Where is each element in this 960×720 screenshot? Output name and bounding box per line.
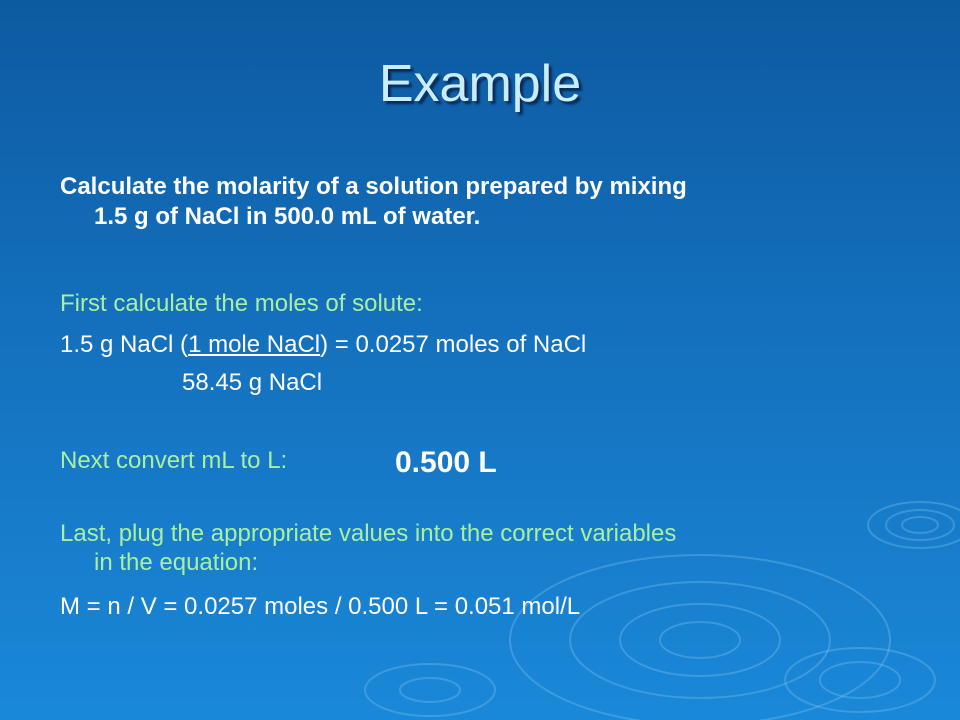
step1-calculation xyxy=(60,330,586,360)
step3-text xyxy=(60,519,920,577)
molarity-equation: M = n / V = 0.0257 moles / 0.500 L = 0.051 mol/L xyxy=(60,593,581,620)
conversion-denominator: 58.45 g NaCl xyxy=(182,369,323,396)
step2-heading: Next convert mL to L: xyxy=(60,447,288,474)
problem-statement xyxy=(60,172,920,232)
problem-line-2: 1.5 g of NaCl in 500.0 mL of water. xyxy=(94,203,481,230)
calc-suffix: ) = 0.0257 moles of NaCl xyxy=(320,331,587,358)
step3-line-2: in the equation: xyxy=(94,549,259,576)
conversion-numerator: 1 mole NaCl xyxy=(188,331,321,358)
step3-line-1: Last, plug the appropriate values into the correct variables xyxy=(60,520,677,547)
slide-title: Example xyxy=(378,55,582,113)
volume-answer: 0.500 L xyxy=(395,446,497,479)
step1-heading: First calculate the moles of solute: xyxy=(60,290,423,317)
calc-prefix: 1.5 g NaCl ( xyxy=(60,331,189,358)
problem-line-1: Calculate the molarity of a solution prepared by mixing xyxy=(60,173,687,200)
